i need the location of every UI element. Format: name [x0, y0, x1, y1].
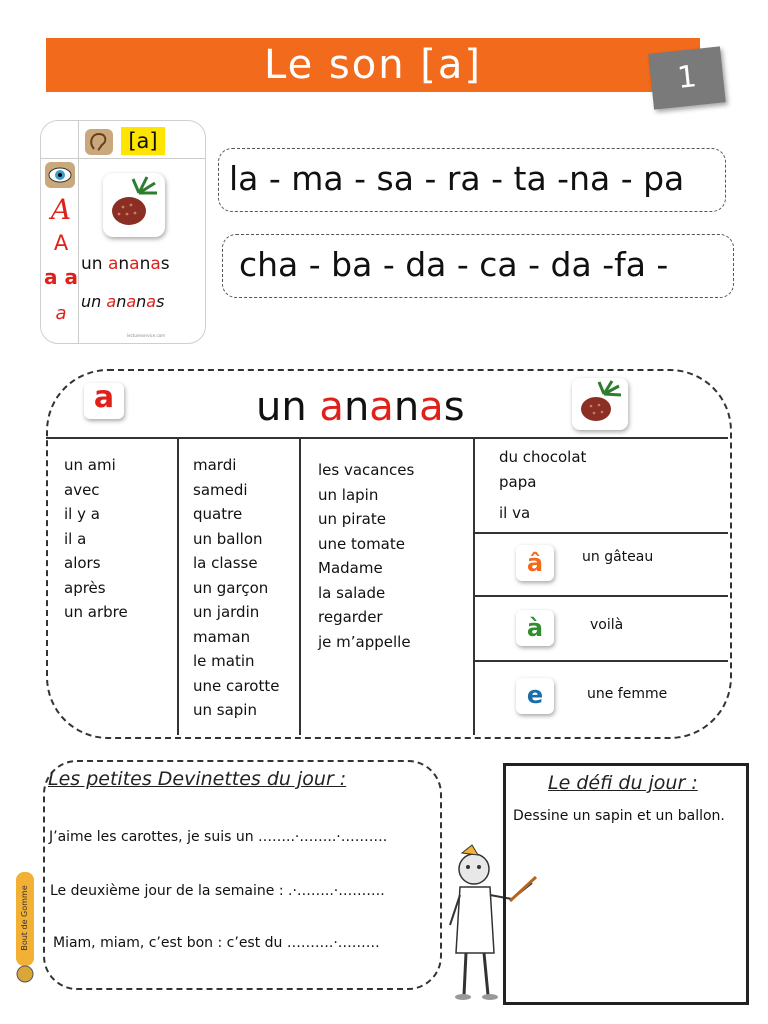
- grapheme-tag-e: e: [516, 678, 554, 714]
- letter-script-capital: A: [53, 231, 69, 255]
- riddle-1: J’aime les carottes, je suis un ……..·……..·……….: [49, 829, 388, 845]
- grapheme-tag-a-grave: à: [516, 610, 554, 646]
- special-word-2: voilà: [590, 617, 624, 633]
- grapheme-tag-a-circumflex: â: [516, 545, 554, 581]
- riddles-box: [43, 760, 442, 990]
- letter-cursive-capital: A: [50, 193, 72, 226]
- syllables-line-1: la - ma - sa - ra - ta -na - pa: [218, 148, 726, 212]
- challenge-box: [503, 763, 749, 1005]
- word-column-4: du chocolat papa: [499, 448, 587, 491]
- riddle-2: Le deuxième jour de la semaine : .·……..·……….: [50, 883, 385, 899]
- card-word-script: un ananas: [81, 254, 170, 274]
- challenge-title: Le défi du jour :: [548, 772, 698, 794]
- card-word-cursive: un ananas: [81, 292, 165, 311]
- page-title: Le son [a]: [46, 38, 700, 92]
- sound-label: [a]: [121, 127, 165, 155]
- model-word: un ananas: [256, 384, 465, 430]
- word-column-1: un ami avec il y a il a alors après un arbre: [64, 456, 128, 621]
- riddle-3: Miam, miam, c’est bon : c’est du ……….·………: [53, 935, 380, 951]
- grapheme-tag-a: a: [84, 383, 124, 419]
- pineapple-icon: [572, 378, 628, 430]
- riddles-title: Les petites Devinettes du jour :: [48, 768, 347, 790]
- special-word-3: une femme: [587, 686, 668, 702]
- letter-script-lower: a a: [44, 265, 78, 289]
- bout-de-gomme-logo: [12, 868, 38, 986]
- eye-icon: [45, 162, 75, 188]
- special-word-1: un gâteau: [582, 549, 654, 565]
- word-column-3: les vacances un lapin un pirate une tomate Madame la salade regarder je m’appelle: [318, 461, 415, 651]
- ear-icon: [85, 129, 113, 155]
- sound-card: [40, 120, 206, 344]
- word-column-2: mardi samedi quatre un ballon la classe un garçon un jardin maman le matin une carotte un sapin: [193, 456, 280, 719]
- page-number-badge: 1: [648, 46, 725, 109]
- svg-text:Bout de Gomme: Bout de Gomme: [20, 885, 29, 951]
- card-footer: lectureservice.com: [127, 333, 166, 338]
- letter-cursive-lower: a: [55, 303, 67, 324]
- challenge-text: Dessine un sapin et un ballon.: [513, 808, 725, 824]
- word-column-4-extra: il va: [499, 504, 531, 522]
- pineapple-icon: [103, 173, 165, 237]
- syllables-line-2: cha - ba - da - ca - da -fa -: [222, 234, 734, 298]
